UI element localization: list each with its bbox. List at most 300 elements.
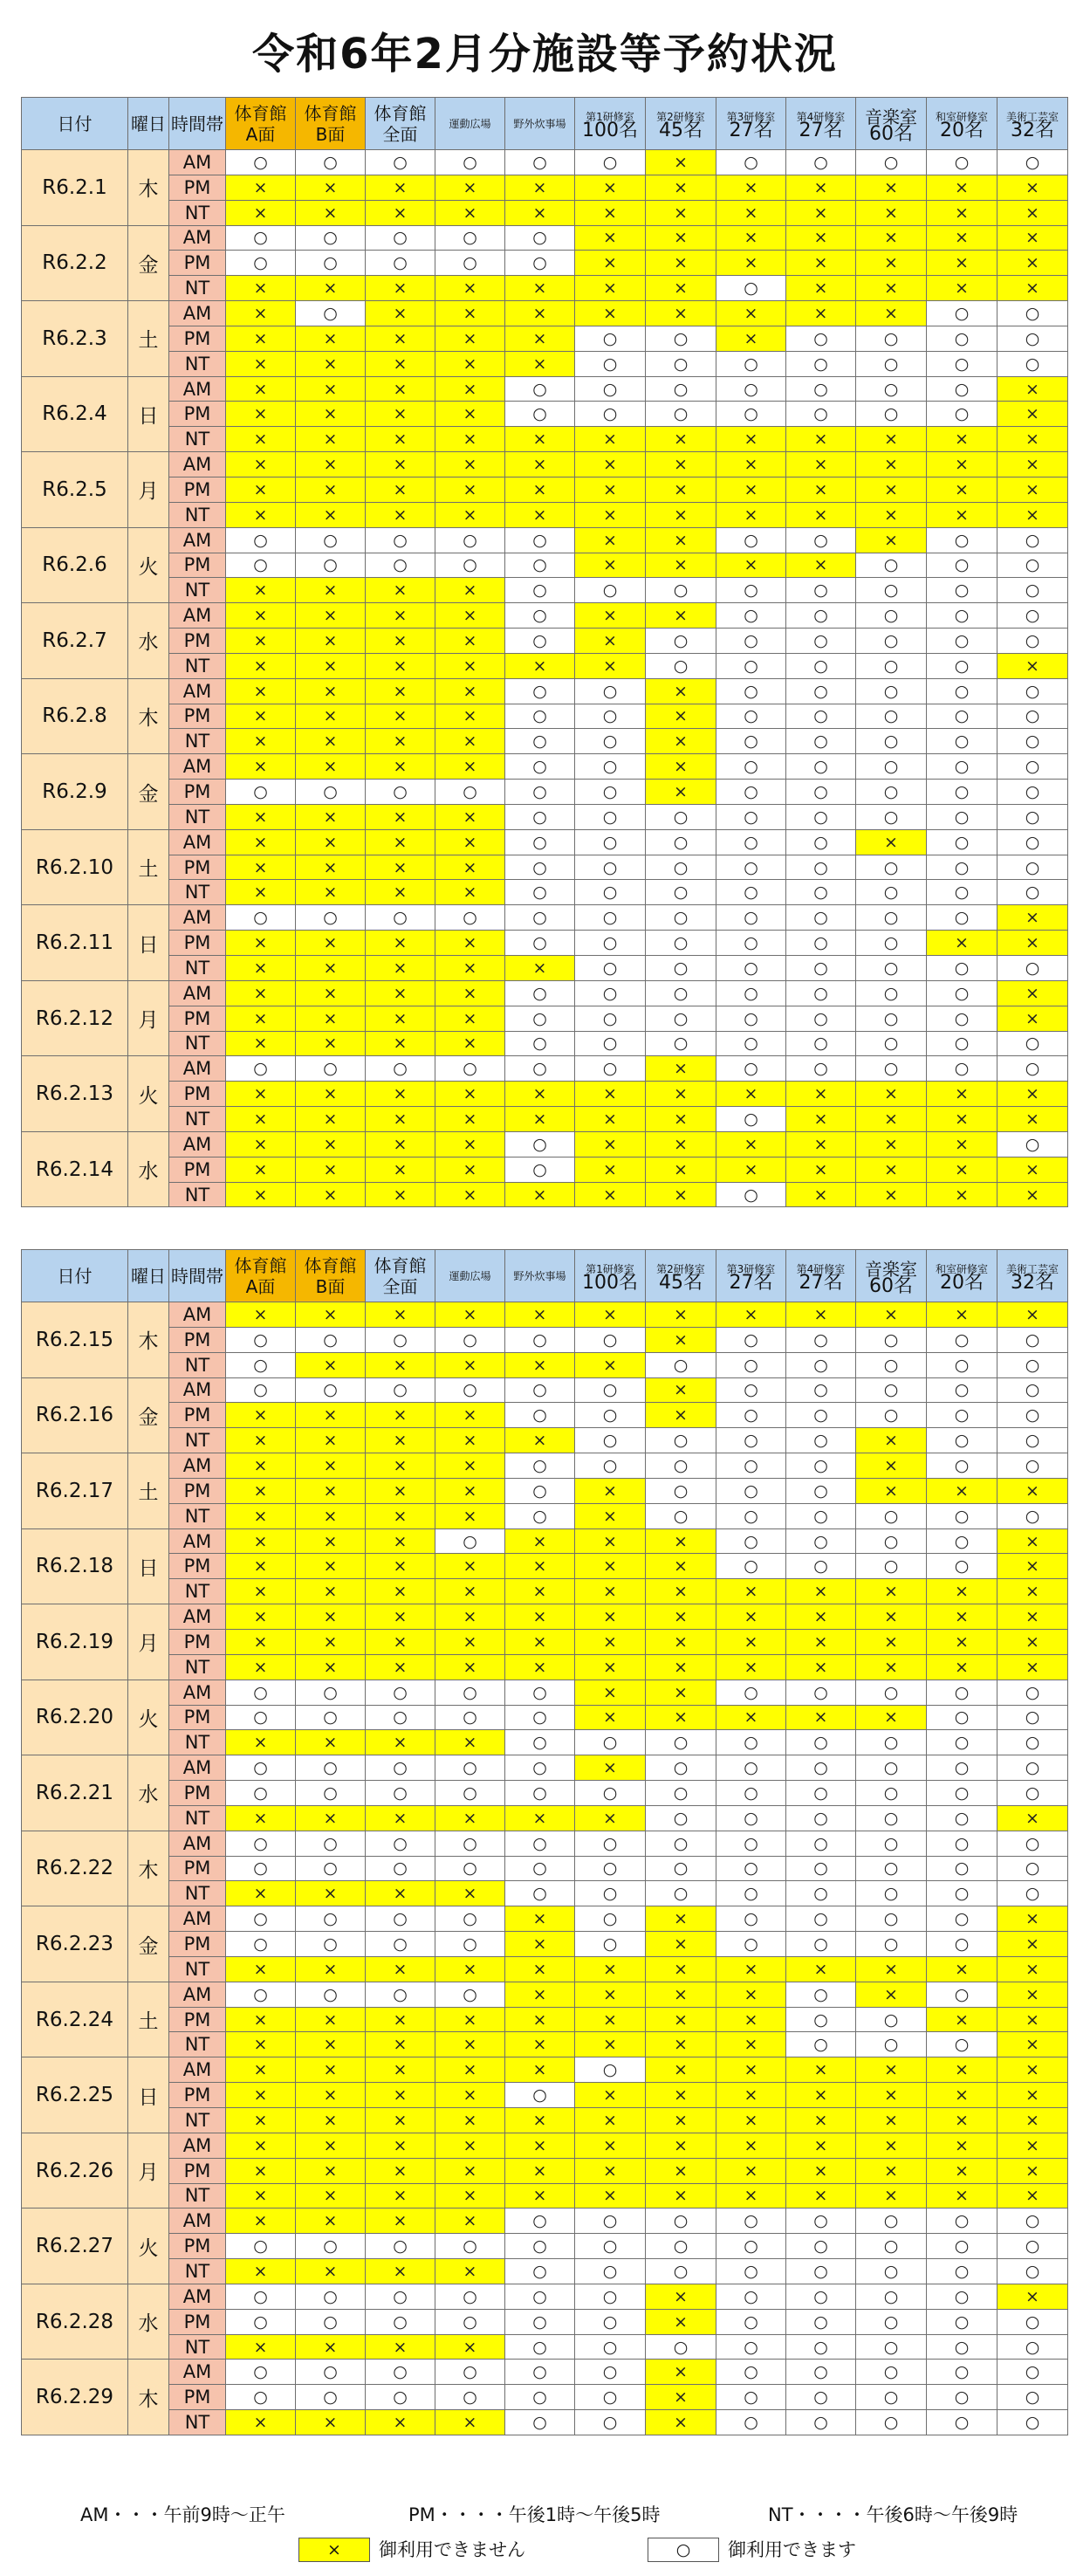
date-cell: R6.2.27 [22,2208,128,2284]
availability-cell: × [646,150,716,175]
slot-cell: PM [169,251,226,276]
availability-cell: × [226,603,296,629]
availability-cell: × [366,2032,435,2057]
table-row [22,2284,1068,2309]
availability-cell: × [575,1755,646,1781]
availability-cell: × [786,477,856,502]
availability-cell: ○ [646,402,716,427]
weekday-cell: 水 [128,2284,169,2360]
availability-cell: × [927,452,997,477]
availability-cell: × [997,1604,1068,1630]
availability-cell: × [296,1403,366,1428]
availability-cell: ○ [575,2284,646,2309]
date-cell: R6.2.14 [22,1131,128,1207]
availability-cell: × [296,1453,366,1479]
availability-cell: × [435,1554,505,1579]
availability-cell: × [226,1604,296,1630]
availability-cell: × [435,829,505,855]
availability-cell: ○ [435,1856,505,1881]
availability-cell: ○ [927,1881,997,1906]
slot-cell: NT [169,2410,226,2435]
availability-cell: × [226,2007,296,2032]
availability-cell: × [296,2334,366,2360]
availability-cell: × [997,1107,1068,1132]
availability-cell: ○ [856,678,927,704]
availability-cell: ○ [575,780,646,805]
availability-cell: × [435,2158,505,2183]
slot-cell: AM [169,1982,226,2007]
availability-cell: ○ [646,880,716,905]
table-row [22,1352,1068,1377]
availability-cell: × [927,2007,997,2032]
availability-cell: ○ [575,1906,646,1932]
slot-cell: AM [169,2133,226,2158]
availability-cell: × [226,1031,296,1056]
date-cell: R6.2.28 [22,2284,128,2360]
table-row [22,704,1068,729]
availability-cell: × [366,829,435,855]
availability-cell: × [716,175,786,200]
availability-cell: × [646,1654,716,1680]
availability-cell: × [575,301,646,326]
table-row [22,477,1068,502]
availability-cell: × [435,175,505,200]
availability-cell: × [366,1503,435,1528]
availability-cell: × [366,351,435,376]
col-art-header-name: 美術工芸室 [1005,1262,1059,1275]
availability-cell: ○ [575,1881,646,1906]
table-row [22,2334,1068,2360]
availability-cell: ○ [646,1006,716,1031]
col-room3-header-name: 第3研修室 [726,110,776,123]
availability-cell: ○ [575,2208,646,2234]
availability-cell: ○ [997,326,1068,351]
availability-cell: × [226,1654,296,1680]
availability-cell: × [505,2057,575,2083]
availability-cell: ○ [646,1031,716,1056]
date-cell: R6.2.21 [22,1755,128,1831]
availability-cell: ○ [997,1503,1068,1528]
availability-cell: × [575,1082,646,1107]
slot-cell: PM [169,2007,226,2032]
availability-cell: ○ [927,1982,997,2007]
availability-cell: ○ [226,780,296,805]
availability-cell: ○ [786,905,856,931]
availability-cell: × [786,1654,856,1680]
availability-cell: × [366,477,435,502]
availability-cell: × [366,1629,435,1654]
table-row [22,2032,1068,2057]
availability-cell: ○ [575,754,646,780]
availability-cell: × [296,502,366,527]
availability-cell: × [366,175,435,200]
availability-cell: × [226,754,296,780]
availability-cell: ○ [646,376,716,402]
weekday-cell: 木 [128,1302,169,1378]
availability-cell: ○ [856,1554,927,1579]
availability-cell: × [716,1956,786,1982]
availability-cell: ○ [786,1831,856,1856]
table-row [22,1906,1068,1932]
table-row [22,2083,1068,2108]
availability-cell: ○ [786,1528,856,1554]
availability-cell: ○ [786,2309,856,2334]
availability-cell: ○ [716,1453,786,1479]
availability-cell: × [296,1006,366,1031]
availability-cell: × [856,2108,927,2133]
availability-cell: × [646,175,716,200]
availability-cell: ○ [997,2385,1068,2410]
availability-cell: × [366,1881,435,1906]
availability-cell: × [296,1629,366,1654]
availability-cell: × [435,452,505,477]
availability-cell: × [366,1403,435,1428]
availability-cell: ○ [927,150,997,175]
slot-cell: PM [169,1403,226,1428]
table-row [22,1654,1068,1680]
availability-cell: ○ [927,1856,997,1881]
availability-cell: ○ [505,980,575,1006]
weekday-cell: 水 [128,603,169,679]
table-row [22,1056,1068,1082]
availability-cell: ○ [575,1453,646,1479]
availability-cell: × [927,1604,997,1630]
availability-cell: × [997,225,1068,251]
availability-cell: × [366,1006,435,1031]
slot-cell: AM [169,1906,226,1932]
availability-cell: ○ [716,1755,786,1781]
availability-cell: ○ [505,1403,575,1428]
availability-cell: × [435,704,505,729]
availability-cell: × [296,855,366,880]
table-row [22,1982,1068,2007]
availability-cell: ○ [716,880,786,905]
col-room3-header-name: 第3研修室 [726,1262,776,1275]
table-row [22,678,1068,704]
availability-cell: × [505,1082,575,1107]
availability-cell: × [575,1956,646,1982]
availability-cell: ○ [997,829,1068,855]
availability-cell: × [786,427,856,452]
table-row [22,1781,1068,1806]
availability-cell: ○ [226,1327,296,1352]
availability-cell: × [786,1629,856,1654]
availability-cell: × [716,2108,786,2133]
slot-cell: NT [169,1881,226,1906]
availability-cell: × [366,2133,435,2158]
availability-cell: ○ [505,1327,575,1352]
availability-cell: × [226,1503,296,1528]
availability-cell: ○ [716,2208,786,2234]
availability-cell: × [226,326,296,351]
availability-cell: ○ [856,1680,927,1705]
availability-cell: ○ [505,1755,575,1781]
availability-cell: ○ [716,1182,786,1207]
availability-cell: ○ [997,1056,1068,1082]
table-row [22,1805,1068,1831]
availability-cell: ○ [927,804,997,829]
availability-cell: × [646,1302,716,1328]
availability-cell: ○ [927,2334,997,2360]
availability-cell: ○ [716,905,786,931]
availability-cell: ○ [927,1906,997,1932]
availability-cell: × [226,477,296,502]
availability-cell: × [296,1107,366,1132]
availability-cell: × [435,1157,505,1182]
availability-cell: × [856,2133,927,2158]
availability-cell: ○ [505,2259,575,2284]
date-cell: R6.2.24 [22,1982,128,2057]
availability-cell: × [296,2108,366,2133]
availability-cell: ○ [716,1881,786,1906]
weekday-cell: 火 [128,527,169,603]
availability-cell: × [296,653,366,678]
availability-cell: ○ [786,1881,856,1906]
col-washitsu-header [927,98,997,150]
availability-cell: × [296,804,366,829]
availability-cell: × [927,1654,997,1680]
header-row [22,98,1068,150]
availability-cell: × [435,200,505,225]
availability-cell: × [366,1352,435,1377]
availability-cell: × [366,376,435,402]
availability-cell: ○ [786,150,856,175]
availability-cell: ○ [366,150,435,175]
availability-cell: × [435,2410,505,2435]
availability-cell: ○ [786,351,856,376]
availability-cell: × [646,225,716,251]
availability-cell: ○ [997,2208,1068,2234]
slot-cell: NT [169,1031,226,1056]
availability-cell: × [366,704,435,729]
availability-cell: ○ [505,1831,575,1856]
slot-cell: PM [169,2309,226,2334]
availability-cell: ○ [435,2385,505,2410]
availability-cell: × [226,1805,296,1831]
availability-cell: ○ [226,225,296,251]
table-row [22,1428,1068,1453]
availability-cell: × [435,880,505,905]
availability-cell: × [435,603,505,629]
availability-cell: ○ [786,1478,856,1503]
col-room4-header-name: 第4研修室 [796,1262,846,1275]
availability-cell: ○ [435,251,505,276]
availability-cell: ○ [997,1377,1068,1403]
col-room1-header-capacity: 100名 [582,119,638,141]
availability-cell: × [646,678,716,704]
availability-cell: × [226,729,296,754]
availability-cell: × [997,1932,1068,1957]
availability-cell: × [856,301,927,326]
availability-cell: ○ [366,2234,435,2259]
availability-cell: ○ [786,603,856,629]
availability-cell: × [646,1554,716,1579]
availability-cell: ○ [856,2385,927,2410]
weekday-cell: 火 [128,2208,169,2284]
slot-cell: AM [169,2057,226,2083]
availability-cell: ○ [296,301,366,326]
availability-cell: × [366,980,435,1006]
availability-cell: × [786,1956,856,1982]
availability-cell: ○ [505,251,575,276]
availability-cell: ○ [716,1056,786,1082]
slot-cell: NT [169,1730,226,1755]
availability-cell: × [226,1478,296,1503]
availability-cell: ○ [997,578,1068,603]
availability-cell: × [435,2133,505,2158]
slot-cell: PM [169,477,226,502]
availability-cell: × [435,1805,505,1831]
table-row [22,452,1068,477]
availability-cell: ○ [226,1982,296,2007]
table-row [22,2234,1068,2259]
availability-cell: × [997,2183,1068,2208]
availability-cell: × [296,2133,366,2158]
availability-cell: × [226,276,296,301]
availability-cell: × [856,2183,927,2208]
availability-cell: × [575,1982,646,2007]
availability-cell: ○ [786,2032,856,2057]
col-room1-header-capacity: 100名 [582,1271,638,1294]
availability-cell: × [997,200,1068,225]
date-cell: R6.2.4 [22,376,128,452]
weekday-cell: 月 [128,452,169,528]
availability-cell: ○ [786,1377,856,1403]
date-cell: R6.2.15 [22,1302,128,1378]
availability-cell: × [646,2158,716,2183]
table-row [22,376,1068,402]
legend-unavailable-label: 御利用できません [379,2539,525,2560]
availability-cell: ○ [856,1730,927,1755]
availability-cell: × [435,1730,505,1755]
availability-cell: ○ [716,1831,786,1856]
availability-cell: × [997,1082,1068,1107]
availability-cell: × [226,1629,296,1654]
weekday-cell: 土 [128,1453,169,1529]
slot-cell: PM [169,175,226,200]
table-row [22,553,1068,578]
availability-cell: × [646,1182,716,1207]
slot-cell: PM [169,704,226,729]
col-gym-all-header-sub: 全面 [382,1275,418,1297]
availability-cell: × [226,653,296,678]
availability-cell: ○ [856,603,927,629]
table-row [22,1629,1068,1654]
availability-cell: ○ [716,1478,786,1503]
availability-cell: × [296,402,366,427]
availability-cell: × [226,678,296,704]
availability-cell: × [435,1006,505,1031]
availability-cell: ○ [435,1831,505,1856]
weekday-cell: 水 [128,1755,169,1831]
availability-cell: × [226,1107,296,1132]
availability-cell: × [435,2259,505,2284]
availability-cell: × [226,1579,296,1604]
slot-cell: NT [169,653,226,678]
availability-cell: × [296,2183,366,2208]
col-art-header [997,98,1068,150]
availability-cell: ○ [646,980,716,1006]
col-gym-a-header [226,1250,296,1302]
availability-cell: ○ [366,1680,435,1705]
availability-cell: × [226,175,296,200]
availability-cell: ○ [296,780,366,805]
slot-cell: AM [169,1056,226,1082]
availability-cell: × [296,603,366,629]
availability-cell: ○ [927,1528,997,1554]
availability-cell: × [786,1604,856,1630]
availability-cell: × [646,1604,716,1630]
availability-cell: × [435,1403,505,1428]
availability-cell: × [505,301,575,326]
availability-cell: × [786,1302,856,1328]
availability-cell: ○ [366,2284,435,2309]
col-room2-header-name: 第2研修室 [656,110,705,123]
availability-cell: × [786,251,856,276]
slot-cell: NT [169,1805,226,1831]
availability-cell: × [226,855,296,880]
date-cell: R6.2.1 [22,150,128,226]
availability-cell: ○ [226,1831,296,1856]
table-row [22,225,1068,251]
availability-cell: × [366,452,435,477]
availability-cell: ○ [927,829,997,855]
availability-cell: ○ [716,1031,786,1056]
availability-cell: ○ [856,2309,927,2334]
availability-cell: × [786,1157,856,1182]
slot-cell: PM [169,326,226,351]
weekday-cell: 金 [128,1377,169,1453]
availability-cell: ○ [786,2360,856,2385]
availability-cell: × [856,1157,927,1182]
availability-cell: ○ [575,1056,646,1082]
availability-cell: × [366,678,435,704]
availability-cell: × [575,1654,646,1680]
availability-cell: ○ [226,1056,296,1082]
availability-cell: × [927,2083,997,2108]
availability-cell: ○ [435,1906,505,1932]
availability-cell: × [927,1629,997,1654]
availability-cell: × [226,452,296,477]
availability-cell: ○ [296,1932,366,1957]
availability-cell: ○ [856,653,927,678]
availability-cell: ○ [856,780,927,805]
availability-cell: × [296,427,366,452]
date-cell: R6.2.11 [22,905,128,981]
availability-cell: × [856,251,927,276]
availability-cell: × [927,2133,997,2158]
availability-cell: × [646,1629,716,1654]
availability-cell: × [296,880,366,905]
availability-cell: × [716,2183,786,2208]
availability-cell: ○ [646,1478,716,1503]
availability-cell: ○ [226,1377,296,1403]
availability-cell: × [505,1428,575,1453]
availability-cell: × [226,1528,296,1554]
table-row [22,527,1068,553]
availability-cell: × [927,2158,997,2183]
availability-cell: × [997,653,1068,678]
table-row [22,1453,1068,1479]
availability-cell: × [646,2410,716,2435]
availability-cell: × [646,276,716,301]
availability-cell: ○ [296,2309,366,2334]
availability-cell: ○ [927,2032,997,2057]
availability-cell: × [856,1302,927,1328]
col-room2-header [646,98,716,150]
availability-cell: × [856,427,927,452]
availability-cell: × [435,1503,505,1528]
